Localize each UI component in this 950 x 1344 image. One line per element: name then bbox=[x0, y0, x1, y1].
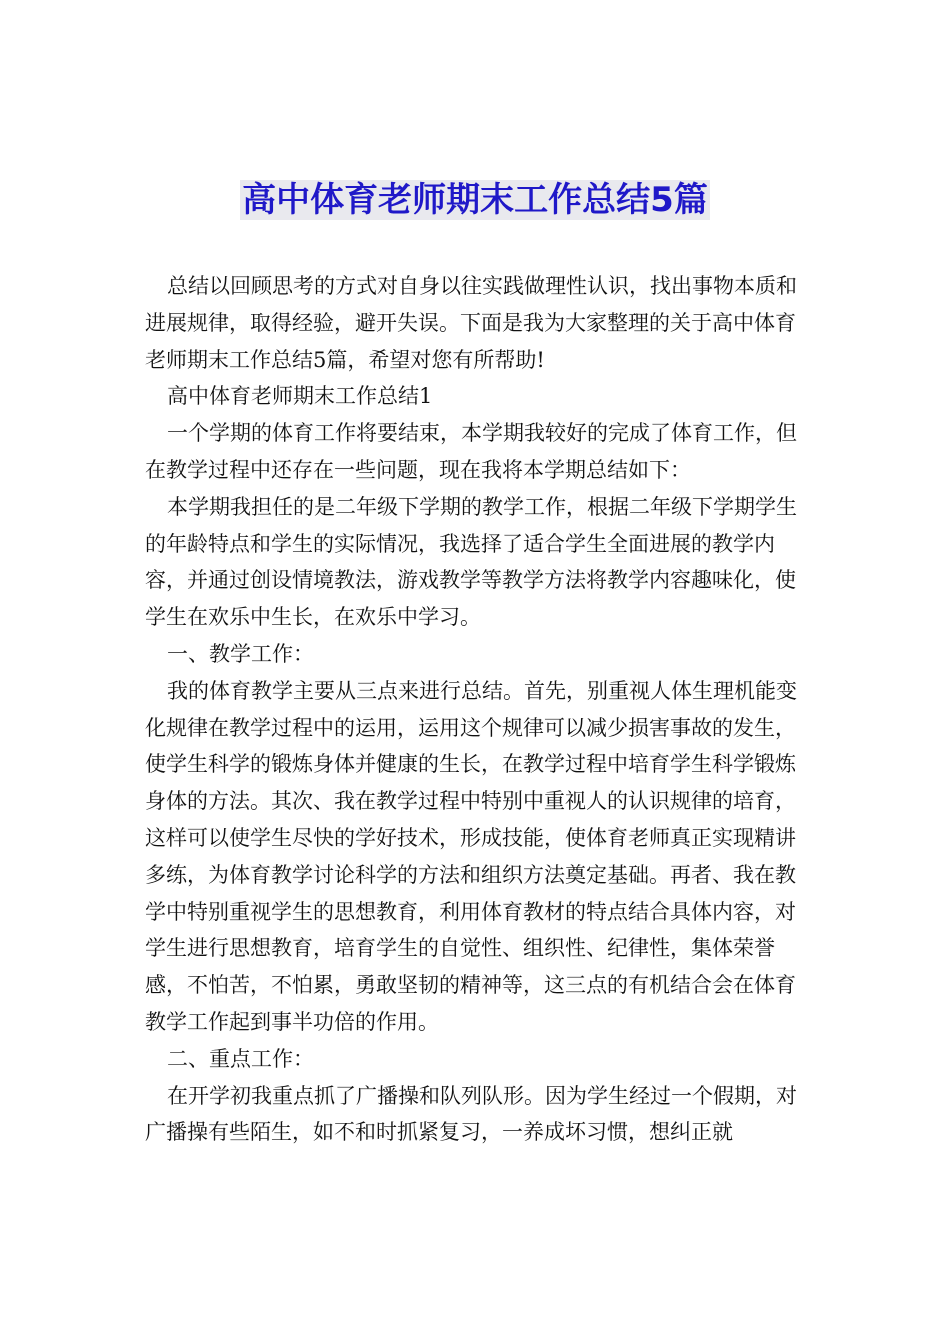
paragraph-intro: 总结以回顾思考的方式对自身以往实践做理性认识，找出事物本质和进展规律，取得经验，避开失误。下面是我为大家整理的关于高中体育老师期末工作总结5篇，希望对您有所帮助! bbox=[145, 274, 797, 372]
paragraph: 本学期我担任的是二年级下学期的教学工作，根据二年级下学期学生的年龄特点和学生的实际情况，我选择了适合学生全面进展的教学内容，并通过创设情境教法，游戏教学等教学方法将教学内容趣味化，使学生在欢乐中生长，在欢乐中学习。 bbox=[145, 494, 797, 630]
document-title bbox=[0, 178, 950, 222]
subheading-teaching-work: 一、教学工作： bbox=[167, 641, 314, 666]
subheading-key-work: 二、重点工作： bbox=[167, 1046, 314, 1071]
section-heading-1: 高中体育老师期末工作总结1 bbox=[167, 384, 433, 409]
paragraph: 在开学初我重点抓了广播操和队列队形。因为学生经过一个假期，对广播操有些陌生，如不和时抓紧复习，一养成坏习惯，想纠正就 bbox=[145, 1083, 797, 1145]
document-title-text: 高中体育老师期末工作总结5篇 bbox=[242, 180, 708, 220]
document-body bbox=[145, 268, 810, 1151]
paragraph: 我的体育教学主要从三点来进行总结。首先，别重视人体生理机能变化规律在教学过程中的运用，运用这个规律可以减少损害事故的发生，使学生科学的锻炼身体并健康的生长，在教学过程中培育学生科学锻炼身体的方法。其次、我在教学过程中特别中重视人的认识规律的培育，这样可以使学生尽快的学好技术，形成技能，使体育老师真正实现精讲多练，为体育教学讨论科学的方法和组织方法奠定基础。再者、我在教学中特别重视学生的思想教育，利用体育教材的特点结合具体内容，对学生进行思想教育，培育学生的自觉性、组织性、纪律性，集体荣誉感，不怕苦，不怕累，勇敢坚韧的精神等，这三点的有机结合会在体育教学工作起到事半功倍的作用。 bbox=[145, 678, 797, 1034]
paragraph: 一个学期的体育工作将要结束，本学期我较好的完成了体育工作，但在教学过程中还存在一些问题，现在我将本学期总结如下： bbox=[145, 421, 797, 482]
